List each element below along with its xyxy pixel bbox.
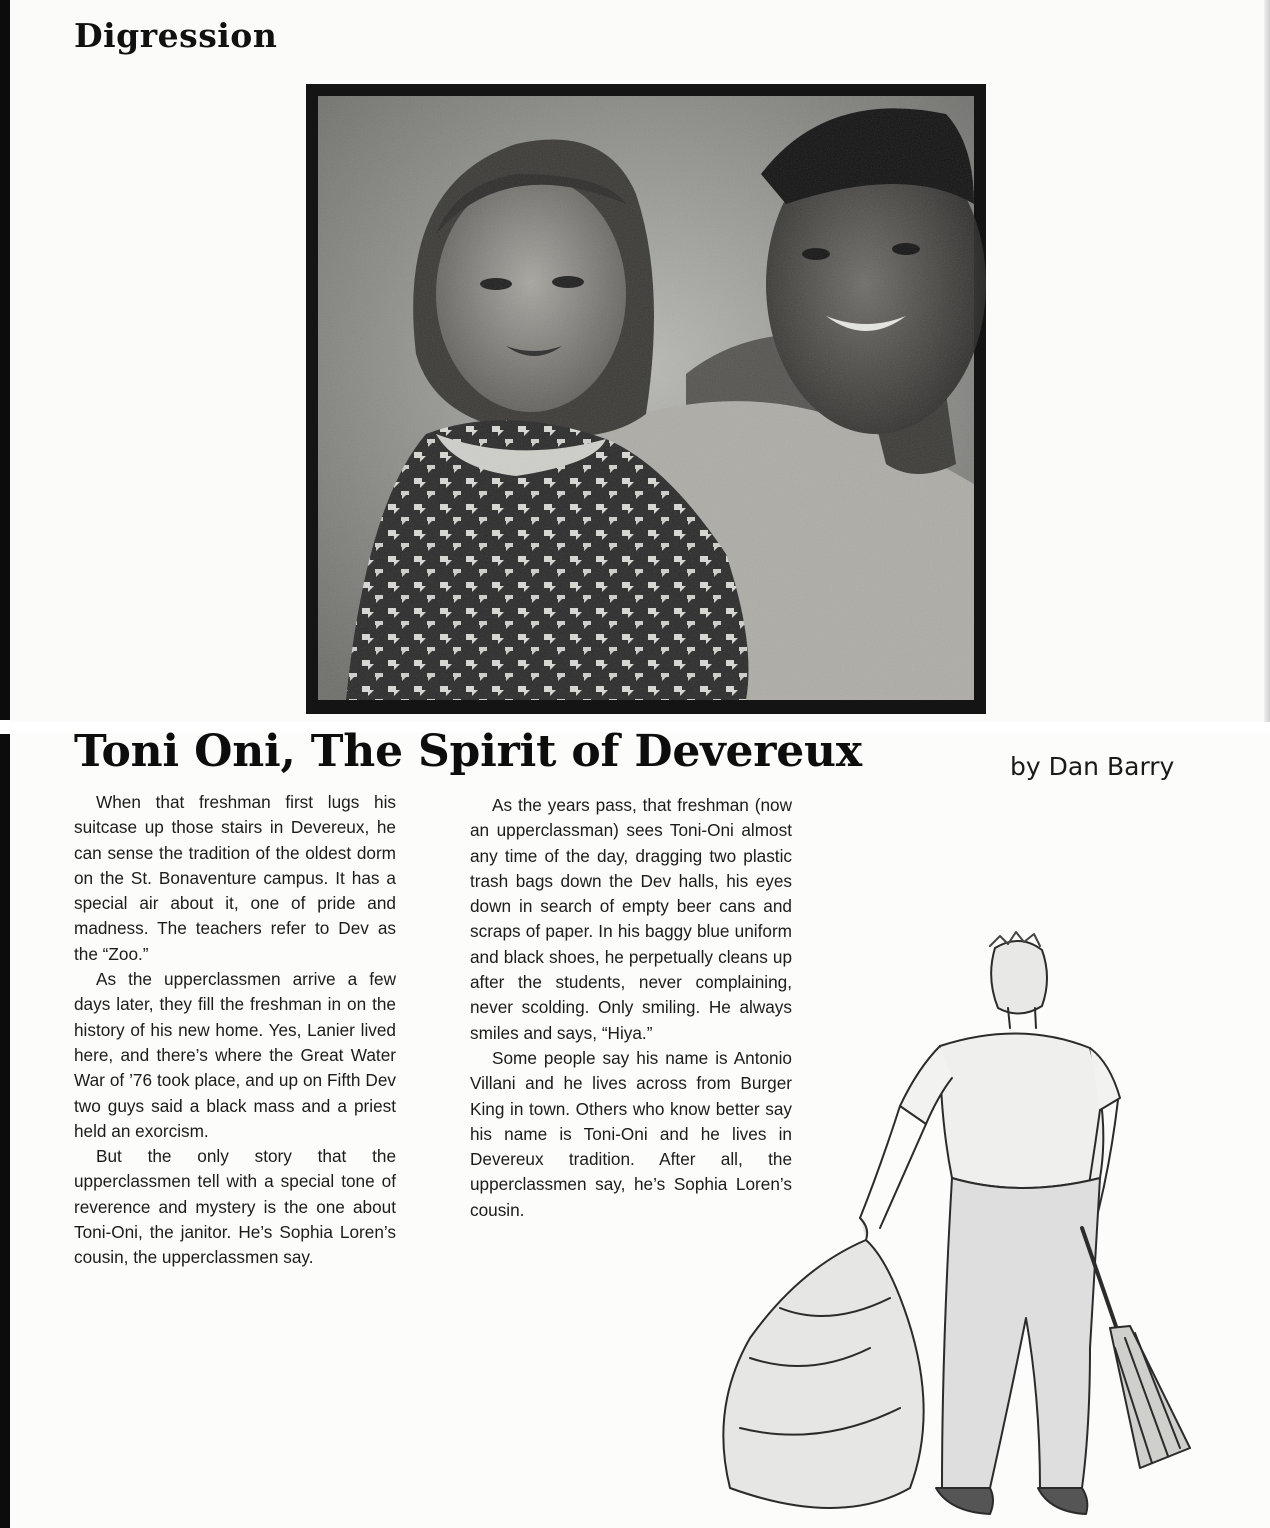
scan-edge-right [1264, 0, 1270, 722]
paragraph: As the years pass, that freshman (now an upperclassman) sees Toni-Oni almost any time of the day, dragging two plastic trash bags down the Dev halls, his eyes down in search of empty beer cans and scraps of paper. In his baggy blue uniform and black shoes, he perpetually cleans up after the students, never complaining, never scolding. Only smiling. He always smiles and says, “Hiya.” [470, 795, 792, 1043]
article-column-1 [74, 790, 396, 1271]
section-label: Digression [74, 16, 278, 55]
paragraph: When that freshman first lugs his suitcase up those stairs in Devereux, he can sense the tradition of the oldest dorm on the St. Bonaventure campus. It has a special air about it, one of pride and madness. The teachers refer to Dev as the “Zoo.” [74, 792, 396, 964]
scan-edge-gap [0, 720, 10, 734]
article-headline: Toni Oni, The Spirit of Devereux [74, 726, 862, 777]
janitor-illustration [690, 928, 1210, 1528]
article-photo [306, 84, 986, 714]
scan-edge-left [0, 0, 10, 1528]
photo-image [306, 84, 986, 714]
paragraph: But the only story that the upperclassmen tell with a special tone of reverence and mystery is the one about Toni-Oni, the janitor. He’s Sophia Loren’s cousin, the upperclassmen say. [74, 1146, 396, 1268]
paragraph: As the upperclassmen arrive a few days later, they fill the freshman in on the history of his new home. Yes, Lanier lived here, and there’s where the Great Water War of ’76 took place, and up on Fifth Dev two guys said a black mass and a priest held an exorcism. [74, 969, 396, 1141]
article-byline: by Dan Barry [1010, 752, 1175, 781]
paragraph: Some people say his name is Antonio Villani and he lives across from Burger King in town. Others who know better say his name is Toni-Oni and he lives in Devereux tradition. After all, the upperclassmen say, he’s Sophia Loren’s cousin. [470, 1047, 792, 1220]
